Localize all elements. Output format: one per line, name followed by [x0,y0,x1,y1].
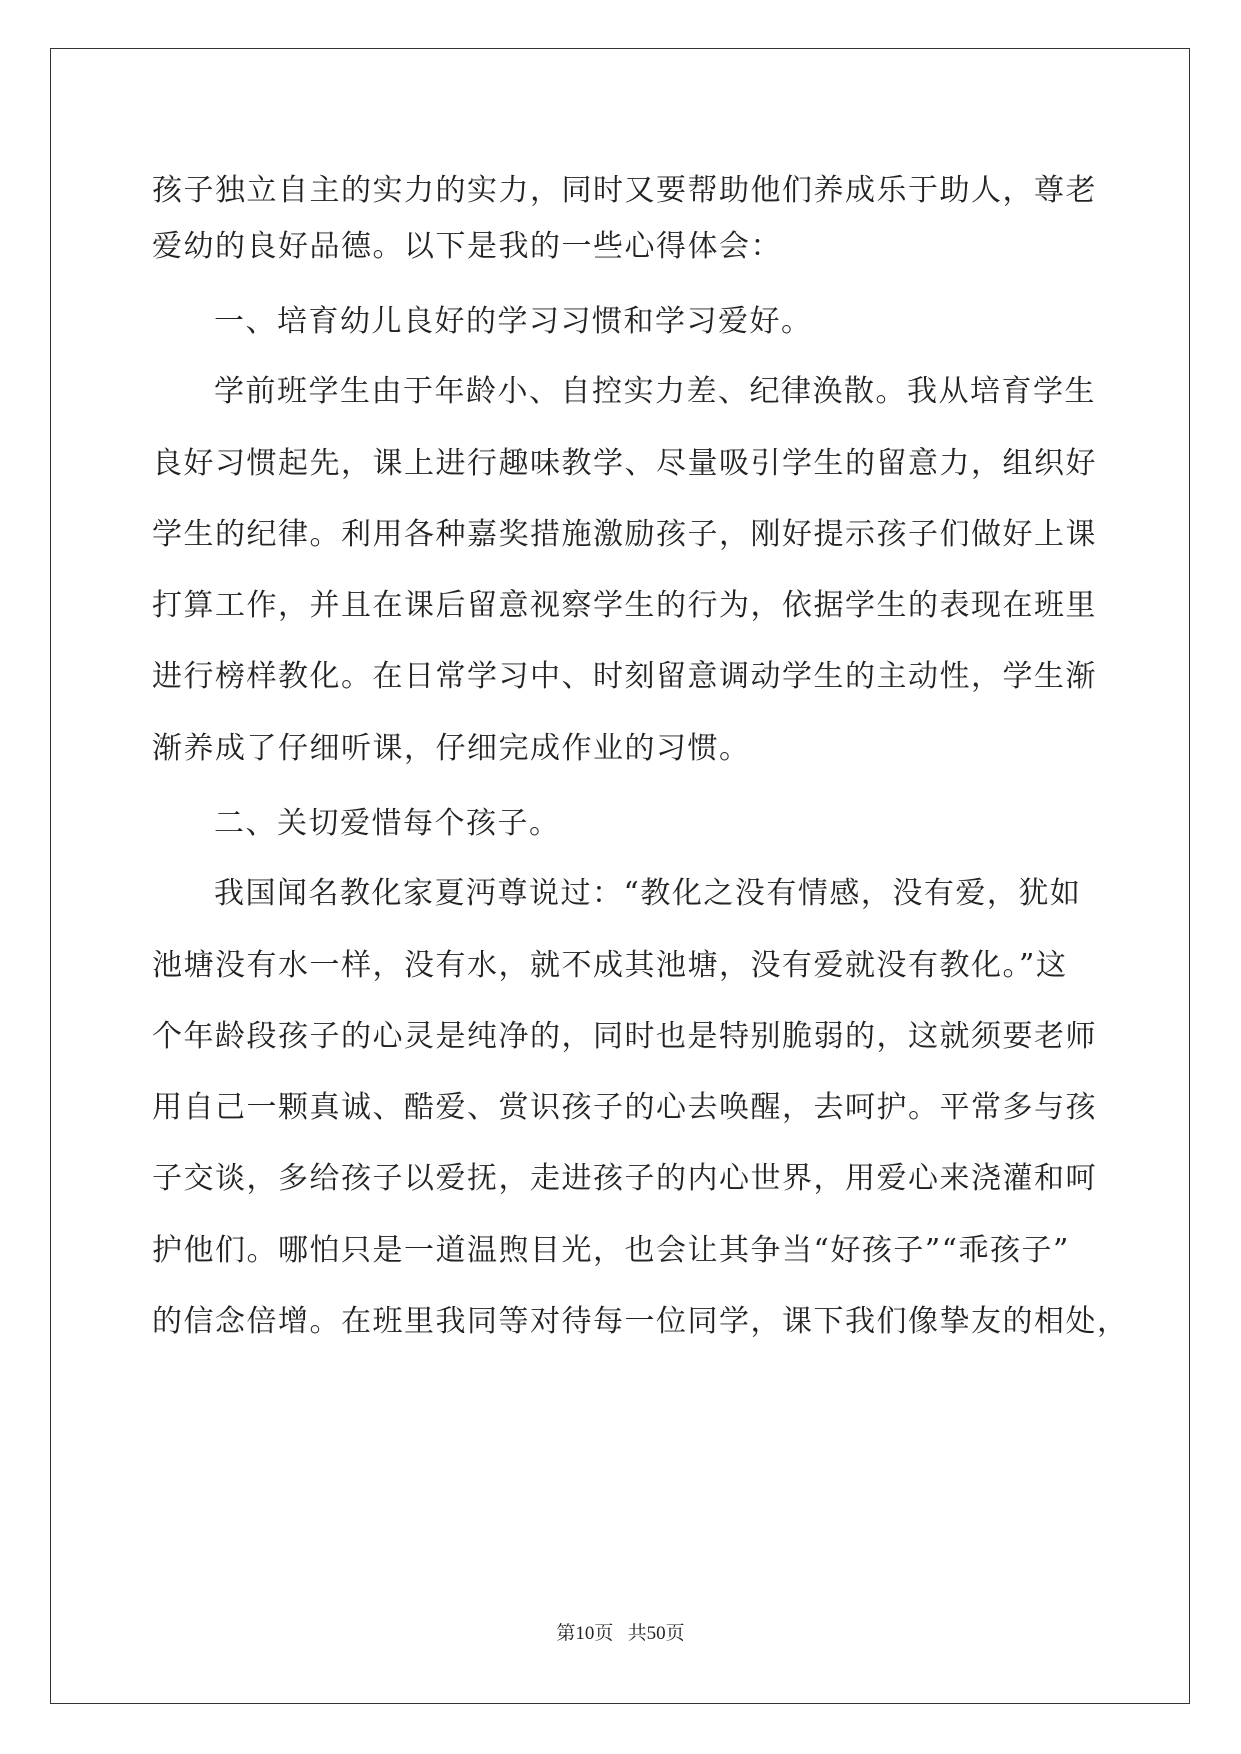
section-heading-1: 一、培育幼儿良好的学习习惯和学习爱好。 [214,304,813,339]
body-line-16: 护他们。哪怕只是一道温煦目光，也会让其争当“好孩子”“乖孩子” [152,1233,1070,1268]
body-line-14: 用自己一颗真诚、酷爱、赏识孩子的心去唤醒，去呵护。平常多与孩 [152,1090,1097,1125]
body-line-4: 学前班学生由于年龄小、自控实力差、纪律涣散。我从培育学生 [214,374,1096,409]
body-line-15: 子交谈，多给孩子以爱抚，走进孩子的内心世界，用爱心来浇灌和呵 [152,1161,1097,1196]
body-line-11: 我国闻名教化家夏沔尊说过：“教化之没有情感，没有爱，犹如 [214,876,1082,911]
body-line-17: 的信念倍增。在班里我同等对待每一位同学，课下我们像挚友的相处， [152,1304,1129,1339]
body-line-9: 渐养成了仔细听课，仔细完成作业的习惯。 [152,731,751,766]
body-line-13: 个年龄段孩子的心灵是纯净的，同时也是特别脆弱的，这就须要老师 [152,1019,1097,1054]
body-line-5: 良好习惯起先，课上进行趣味教学、尽量吸引学生的留意力，组织好 [152,446,1097,481]
body-line-1: 孩子独立自主的实力的实力，同时又要帮助他们养成乐于助人，尊老 [152,173,1097,208]
page-total: 共50页 [627,1623,685,1644]
section-heading-2: 二、关切爱惜每个孩子。 [214,806,561,841]
page-number: 第10页 [556,1623,614,1644]
body-line-7: 打算工作，并且在课后留意视察学生的行为，依据学生的表现在班里 [152,588,1097,623]
body-line-6: 学生的纪律。利用各种嘉奖措施激励孩子，刚好提示孩子们做好上课 [152,517,1097,552]
body-line-2: 爱幼的良好品德。以下是我的一些心得体会： [152,229,782,264]
body-line-8: 进行榜样教化。在日常学习中、时刻留意调动学生的主动性，学生渐 [152,659,1097,694]
body-line-12: 池塘没有水一样，没有水，就不成其池塘，没有爱就没有教化。”这 [152,948,1068,983]
page-footer [0,1622,1241,1646]
